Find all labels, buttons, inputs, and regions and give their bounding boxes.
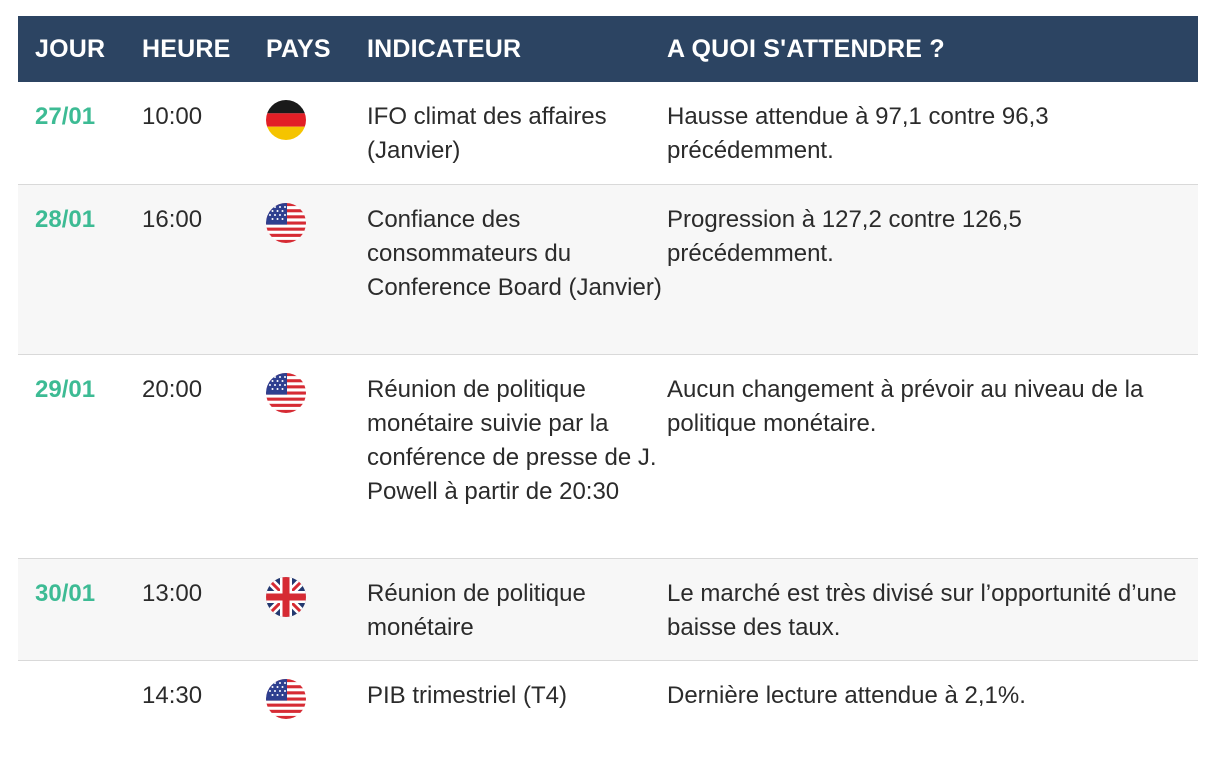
row-indicator: IFO climat des affaires (Janvier) bbox=[367, 103, 607, 164]
row-day: 27/01 bbox=[35, 103, 96, 130]
table-row bbox=[18, 185, 1198, 355]
row-time: 14:30 bbox=[142, 682, 203, 709]
germany-flag-icon bbox=[266, 100, 306, 140]
header-attente: A QUOI S'ATTENDRE ? bbox=[667, 35, 945, 63]
header-pays: PAYS bbox=[266, 35, 331, 63]
table-row bbox=[18, 355, 1198, 559]
economic-calendar-table bbox=[18, 16, 1198, 741]
row-expectation: Hausse attendue à 97,1 contre 96,3 précédemment. bbox=[667, 103, 1049, 164]
row-indicator: Réunion de politique monétaire bbox=[367, 580, 586, 641]
row-expectation: Progression à 127,2 contre 126,5 précédemment. bbox=[667, 206, 1022, 267]
row-expectation: Dernière lecture attendue à 2,1%. bbox=[667, 682, 1026, 709]
row-day bbox=[18, 661, 142, 697]
row-expectation: Le marché est très divisé sur l’opportunité d’une baisse des taux. bbox=[667, 580, 1177, 641]
row-time: 16:00 bbox=[142, 206, 203, 233]
row-day: 29/01 bbox=[35, 376, 96, 403]
row-time: 10:00 bbox=[142, 103, 203, 130]
row-country bbox=[266, 355, 367, 431]
header-jour: JOUR bbox=[35, 35, 106, 63]
uk-flag-icon bbox=[266, 577, 306, 617]
row-day: 30/01 bbox=[35, 580, 96, 607]
row-time: 20:00 bbox=[142, 376, 203, 403]
header-indicateur: INDICATEUR bbox=[367, 35, 522, 63]
header-heure: HEURE bbox=[142, 35, 231, 63]
row-country bbox=[266, 559, 367, 635]
table-row bbox=[18, 559, 1198, 661]
usa-flag-icon bbox=[266, 679, 306, 719]
row-expectation: Aucun changement à prévoir au niveau de la politique monétaire. bbox=[667, 376, 1144, 437]
row-indicator: Confiance des consommateurs du Conference Board (Janvier) bbox=[367, 206, 662, 301]
usa-flag-icon bbox=[266, 203, 306, 243]
row-indicator: Réunion de politique monétaire suivie par la conférence de presse de J. Powell à partir de 20:30 bbox=[367, 376, 657, 505]
row-time: 13:00 bbox=[142, 580, 203, 607]
row-country bbox=[266, 82, 367, 158]
table-header bbox=[18, 16, 1198, 82]
table-row bbox=[18, 661, 1198, 741]
row-indicator: PIB trimestriel (T4) bbox=[367, 682, 568, 709]
row-country bbox=[266, 185, 367, 261]
row-day: 28/01 bbox=[35, 206, 96, 233]
row-country bbox=[266, 661, 367, 737]
table-row bbox=[18, 82, 1198, 185]
usa-flag-icon bbox=[266, 373, 306, 413]
